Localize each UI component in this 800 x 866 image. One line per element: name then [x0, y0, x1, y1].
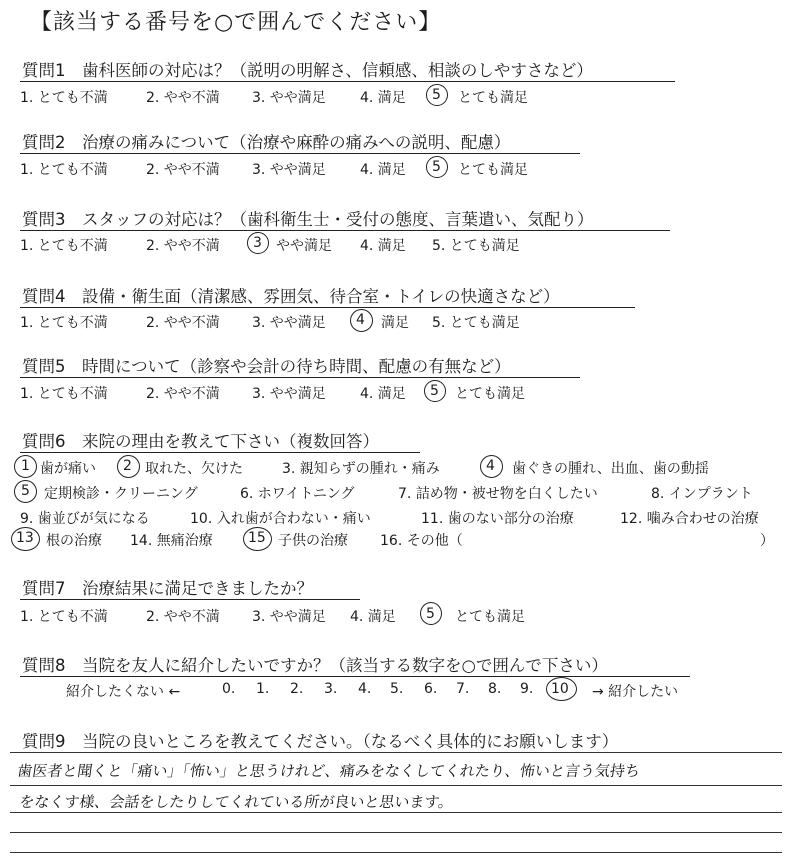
- scale-option-8[interactable]: 8.: [488, 681, 502, 697]
- question-3-heading: 質問3 スタッフの対応は？（歯科衛生士・受付の態度、言葉遣い、気配り）: [22, 210, 594, 229]
- q5-option-5-label[interactable]: とても満足: [455, 386, 525, 402]
- page-title: 【該当する番号を○で囲んでください】: [30, 10, 442, 35]
- q6-reason-14[interactable]: 14. 無痛治療: [130, 533, 213, 549]
- q2-option-4[interactable]: 4. 満足: [360, 162, 406, 178]
- q2-option-3[interactable]: 3. やや満足: [252, 162, 326, 178]
- q6-reason-2-label[interactable]: 取れた、欠けた: [145, 461, 243, 477]
- q3-option-5[interactable]: 5. とても満足: [432, 238, 520, 254]
- question-9-heading: 質問9 当院の良いところを教えてください。（なるべく具体的にお願いします）: [22, 732, 619, 751]
- question-8-heading: 質問8 当院を友人に紹介したいですか？（該当する数字を○で囲んで下さい）: [22, 656, 608, 675]
- q7-option-5-label[interactable]: とても満足: [455, 609, 525, 625]
- q6-reason-8[interactable]: 8. インプラント: [651, 486, 753, 502]
- q4-option-2[interactable]: 2. やや不満: [146, 315, 220, 331]
- q2-option-2[interactable]: 2. やや不満: [146, 162, 220, 178]
- answer-line: [10, 852, 782, 853]
- q5-option-5-number[interactable]: 5: [430, 383, 439, 399]
- q6-reason-6[interactable]: 6. ホワイトニング: [240, 486, 355, 502]
- q4-option-5[interactable]: 5. とても満足: [432, 315, 520, 331]
- q6-reason-1-number[interactable]: 1: [21, 458, 30, 474]
- q1-option-2[interactable]: 2. やや不満: [146, 90, 220, 106]
- question-4-heading: 質問4 設備・衛生面（清潔感、雰囲気、待合室・トイレの快適さなど）: [22, 287, 560, 306]
- answer-line: [10, 752, 782, 753]
- answer-line: [10, 785, 782, 786]
- q1-option-4[interactable]: 4. 満足: [360, 90, 406, 106]
- q3-option-3-number[interactable]: 3: [253, 235, 262, 251]
- scale-left-label: 紹介したくない ←: [66, 684, 181, 700]
- q6-reason-7[interactable]: 7. 詰め物・被せ物を白くしたい: [398, 486, 598, 502]
- scale-option-4[interactable]: 4.: [358, 681, 372, 697]
- answer-line: [10, 832, 782, 833]
- question-4-underline: [20, 307, 635, 308]
- scale-option-3[interactable]: 3.: [324, 681, 338, 697]
- q6-reason-4-label[interactable]: 歯ぐきの腫れ、出血、歯の動揺: [512, 461, 709, 477]
- q7-option-3[interactable]: 3. やや満足: [252, 609, 326, 625]
- scale-option-2[interactable]: 2.: [290, 681, 304, 697]
- q5-option-3[interactable]: 3. やや満足: [252, 386, 326, 402]
- handwritten-answer-line-2[interactable]: をなくす様、会話をしたりしてくれている所が良いと思います。: [18, 793, 455, 811]
- scale-option-6[interactable]: 6.: [424, 681, 438, 697]
- q7-option-5-number[interactable]: 5: [426, 606, 435, 622]
- q5-option-1[interactable]: 1. とても不満: [20, 386, 108, 402]
- question-7-underline: [20, 599, 360, 600]
- q7-option-1[interactable]: 1. とても不満: [20, 609, 108, 625]
- q4-option-3[interactable]: 3. やや満足: [252, 315, 326, 331]
- q3-option-2[interactable]: 2. やや不満: [146, 238, 220, 254]
- q6-reason-5-number[interactable]: 5: [21, 483, 30, 499]
- q3-option-3-label[interactable]: やや満足: [276, 238, 332, 254]
- q1-option-3[interactable]: 3. やや満足: [252, 90, 326, 106]
- q3-option-1[interactable]: 1. とても不満: [20, 238, 108, 254]
- q3-option-4[interactable]: 4. 満足: [360, 238, 406, 254]
- q6-reason-12[interactable]: 12. 噛み合わせの治療: [620, 511, 759, 527]
- q6-reason-13-number[interactable]: 13: [16, 530, 34, 546]
- scale-option-9[interactable]: 9.: [520, 681, 534, 697]
- question-8-underline: [20, 676, 690, 677]
- question-5-underline: [20, 377, 580, 378]
- q6-reason-9[interactable]: 9. 歯並びが気になる: [20, 511, 150, 527]
- q6-reason-16[interactable]: 16. その他（: [380, 533, 463, 549]
- q6-reason-10[interactable]: 10. 入れ歯が合わない・痛い: [190, 511, 371, 527]
- q4-option-4-label[interactable]: 満足: [381, 315, 409, 331]
- q6-other-close-paren: ）: [760, 533, 774, 549]
- q6-reason-15-label[interactable]: 子供の治療: [278, 533, 348, 549]
- q6-reason-5-label[interactable]: 定期検診・クリーニング: [44, 486, 198, 502]
- scale-option-1[interactable]: 1.: [256, 681, 270, 697]
- q2-option-5-number[interactable]: 5: [432, 159, 441, 175]
- question-5-heading: 質問5 時間について（診察や会計の待ち時間、配慮の有無など）: [22, 357, 511, 376]
- q6-reason-4-number[interactable]: 4: [486, 458, 495, 474]
- q7-option-2[interactable]: 2. やや不満: [146, 609, 220, 625]
- question-6-heading: 質問6 来院の理由を教えて下さい（複数回答）: [22, 432, 379, 451]
- q6-reason-13-label[interactable]: 根の治療: [46, 533, 102, 549]
- handwritten-answer-line-1[interactable]: 歯医者と聞くと「痛い」「怖い」と思うけれど、痛みをなくしてくれたり、怖いと言う気持ち: [16, 762, 642, 780]
- q1-option-5-number[interactable]: 5: [432, 87, 441, 103]
- q2-option-1[interactable]: 1. とても不満: [20, 162, 108, 178]
- question-6-underline: [20, 452, 420, 453]
- scale-option-5[interactable]: 5.: [390, 681, 404, 697]
- question-1-underline: [20, 81, 675, 82]
- scale-option-10[interactable]: 10: [551, 681, 569, 697]
- q4-option-1[interactable]: 1. とても不満: [20, 315, 108, 331]
- scale-option-0[interactable]: 0.: [222, 681, 236, 697]
- question-3-underline: [20, 230, 670, 231]
- q7-option-4[interactable]: 4. 満足: [350, 609, 396, 625]
- q6-reason-1-label[interactable]: 歯が痛い: [40, 461, 96, 477]
- question-2-underline: [20, 153, 580, 154]
- q1-option-1[interactable]: 1. とても不満: [20, 90, 108, 106]
- scale-option-7[interactable]: 7.: [456, 681, 470, 697]
- q5-option-2[interactable]: 2. やや不満: [146, 386, 220, 402]
- q2-option-5-label[interactable]: とても満足: [458, 162, 528, 178]
- q4-option-4-number[interactable]: 4: [356, 312, 365, 328]
- q6-reason-3[interactable]: 3. 親知らずの腫れ・痛み: [282, 461, 440, 477]
- scale-right-label: → 紹介したい: [592, 684, 679, 700]
- q6-reason-11[interactable]: 11. 歯のない部分の治療: [421, 511, 574, 527]
- q5-option-4[interactable]: 4. 満足: [360, 386, 406, 402]
- answer-line: [10, 812, 782, 813]
- question-1-heading: 質問1 歯科医師の対応は？（説明の明解さ、信頼感、相談のしやすさなど）: [22, 61, 593, 80]
- q1-option-5-label[interactable]: とても満足: [458, 90, 528, 106]
- question-7-heading: 質問7 治療結果に満足できましたか？: [22, 579, 313, 598]
- q6-reason-15-number[interactable]: 15: [248, 530, 266, 546]
- q6-reason-2-number[interactable]: 2: [123, 458, 132, 474]
- question-2-heading: 質問2 治療の痛みについて（治療や麻酔の痛みへの説明、配慮）: [22, 133, 511, 152]
